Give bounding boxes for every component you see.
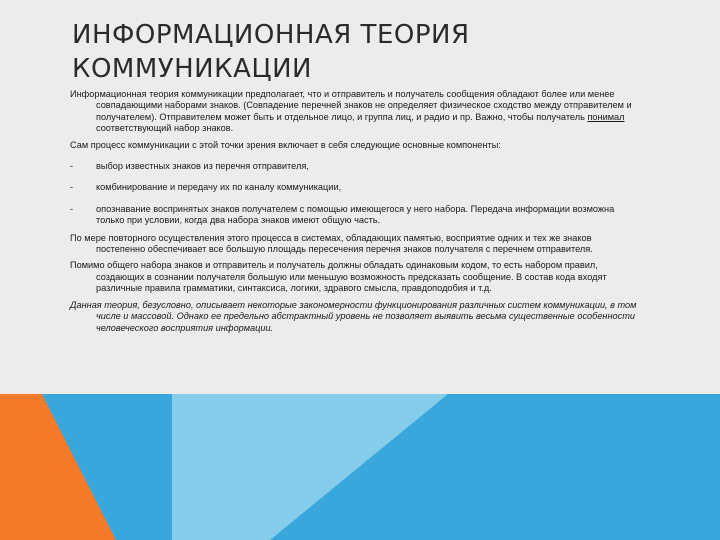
list-marker: - <box>70 182 74 193</box>
decorative-footer <box>0 394 720 540</box>
slide-title <box>72 18 672 86</box>
paragraph-code: Помимо общего набора знаков и отправитель и получатель должны обладать одинаковым кодом, то есть набором правил, создающих в сознании получателя большую или меньшую возможность предсказать сообщение. В состав кода входят различные правила грамматики, синтаксиса, логики, здравого смысла, правдоподобия и т.д. <box>70 260 607 294</box>
list-item <box>70 161 642 172</box>
paragraph-intro-text: Информационная теория коммуникации предполагает, что и отправитель и получатель сообщения обладают более или менее совпадающими наборами знаков. (Совпадение перечней знаков не определяет физическое сходство между отправителем и получателем). Отправителем может быть и отдельное лицо, и группа лиц, и радио и пр. Важно, чтобы получатель <box>70 89 632 122</box>
paragraph-process: Сам процесс коммуникации с этой точки зрения включает в себя следующие основные компоненты: <box>70 139 501 150</box>
list-marker: - <box>70 203 74 214</box>
slide-title-line-1: ИНФОРМАЦИОННАЯ ТЕОРИЯ <box>72 20 470 50</box>
list-item <box>70 204 642 227</box>
list-item-text: опознавание воспринятых знаков получателем с помощью имеющегося у него набора. Передача информации возможна только при условии, когда два набора знаков имеют общую часть. <box>96 203 615 226</box>
list-item <box>70 182 642 193</box>
paragraph-intro <box>70 89 642 135</box>
list-item-text: комбинирование и передачу их по каналу коммуникации, <box>96 182 342 193</box>
paragraph-conclusion: Данная теория, безусловно, описывает некоторые закономерности функционирования различных систем коммуникации, в том числе и массовой. Однако ее предельно абстрактный уровень не позволяет выявить весьма существенные особенности человеческого восприятия информации. <box>70 299 637 333</box>
slide-body <box>70 89 642 339</box>
paragraph-repetition: По мере повторного осуществления этого процесса в системах, обладающих памятью, восприятие одних и тех же знаков постепенно обеспечивает все большую площадь пересечения перечня знаков получателя с перечнем отправителя. <box>70 232 593 255</box>
slide-title-line-2: КОММУНИКАЦИИ <box>72 54 312 84</box>
list-item-text: выбор известных знаков из перечня отправителя, <box>96 161 309 172</box>
underlined-word: понимал <box>587 111 625 122</box>
list-marker: - <box>70 161 74 172</box>
paragraph-intro-end: соответствующий набор знаков. <box>96 123 234 134</box>
